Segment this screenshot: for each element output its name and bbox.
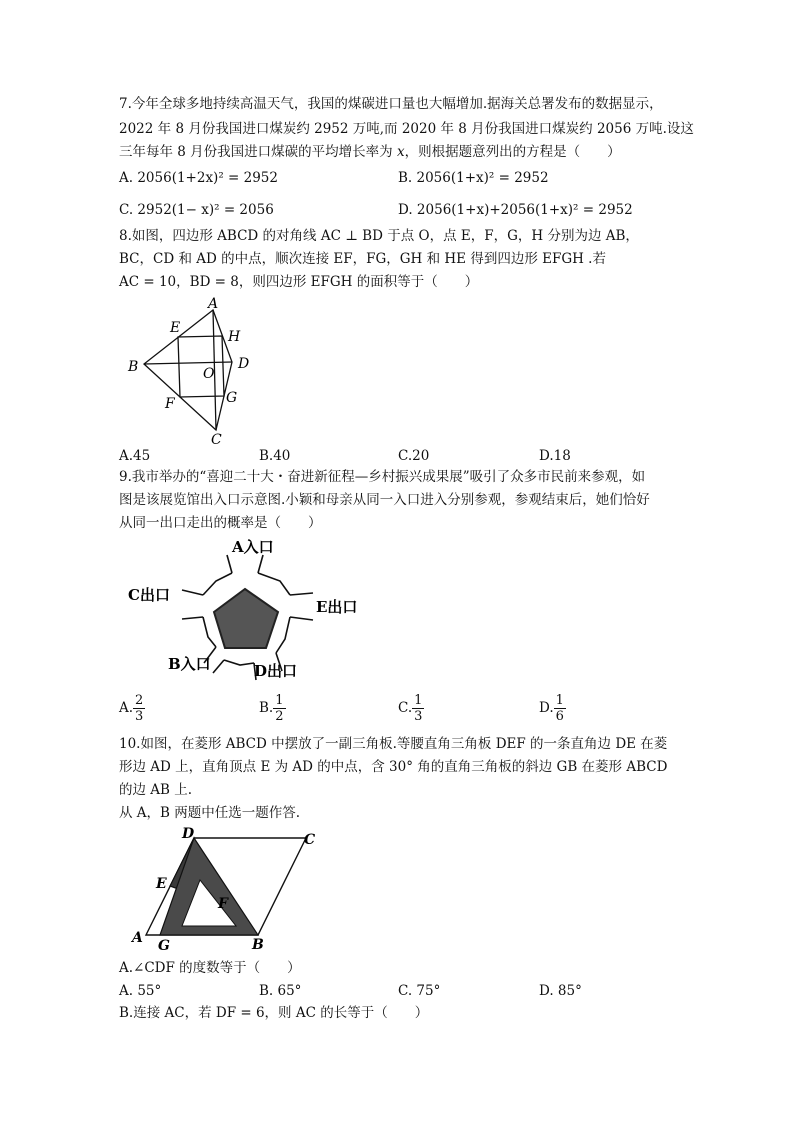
q9-label-d-exit: D出口 [254,662,298,680]
q10-option-d: D. 85° [539,983,582,999]
q8-quad-abcd [144,310,232,430]
q7-option-a: A. 2056(1+2x)² = 2952 [119,170,278,186]
q10-line-4: 从 A，B 两题中任选一题作答. [119,805,301,821]
q9-option-d [539,690,566,726]
q8-label-b: B [128,359,139,375]
q10-label-a: A [132,930,143,946]
q10-line-2: 形边 AD 上，直角顶点 E 为 AD 的中点，含 30° 角的直角三角板的斜边 GB 在菱形 ABCD [119,759,668,775]
q8-quadrilateral-figure [120,292,260,448]
q9-passage-b-right [213,660,224,673]
q9-option-d-denominator: 6 [555,709,564,724]
q9-passage-a-left [227,555,232,573]
q9-option-d-prefix: D. [539,700,554,716]
q9-label-a-entrance: A入口 [232,538,274,556]
q10-label-g: G [158,938,170,954]
q7-option-b: B. 2056(1+x)² = 2952 [398,170,549,186]
q8-label-g: G [226,390,238,406]
q8-label-c: C [211,432,222,448]
q8-line-3: AC = 10，BD = 8，则四边形 EFGH 的面积等于（ ） [119,274,479,290]
q9-option-a-numerator: 2 [135,693,144,708]
q9-option-c-prefix: C. [398,700,413,716]
q9-passage-a-right [258,555,263,573]
q10-option-b: B. 65° [259,983,302,999]
q8-label-d: D [238,356,250,372]
q8-line-1: 8.如图，四边形 ABCD 的对角线 AC ⊥ BD 于点 O，点 E，F，G，H 分别为边 AB， [119,228,639,244]
q9-option-c-denominator: 3 [414,709,423,724]
q9-passage-e-top [290,593,313,595]
q9-option-a-denominator: 3 [135,709,144,724]
q9-option-c-numerator: 1 [414,693,423,708]
q9-label-b-entrance: B入口 [168,655,211,673]
q10-label-b: B [252,937,264,953]
q7-line-1: 7.今年全球多地持续高温天气，我国的煤碳进口量也大幅增加.据海关总署发布的数据显示， [119,96,663,112]
q8-label-h: H [228,329,241,345]
q9-option-b [259,690,286,726]
q7-line-3b: ，则根据题意列出的方程是（ ） [404,144,621,160]
q8-quad-efgh [178,336,224,397]
q9-wall-cb [203,617,216,647]
q10-line-1: 10.如图，在菱形 ABCD 中摆放了一副三角板.等腰直角三角板 DEF 的一条直角边 DE 在菱 [119,736,668,752]
q8-diagonal-bd [144,362,232,364]
q10-label-f: F [218,896,228,912]
q8-option-b: B.40 [259,448,291,464]
q9-option-b-prefix: B. [259,700,274,716]
q9-passage-e-bottom [290,617,313,620]
q8-option-d: D.18 [539,448,571,464]
q7-variable-x: x [396,144,405,160]
q9-option-c [398,690,424,726]
q8-label-f: F [165,396,175,412]
q8-label-o: O [203,366,215,382]
q9-passage-c-top [182,590,203,595]
q9-wall-ed [276,617,290,653]
q7-line-2: 2022 年 8 月份我国进口煤炭约 2952 万吨,而 2020 年 8 月份我国进口煤炭约 2056 万吨.设这 [119,121,694,137]
q7-option-d: D. 2056(1+x)+2056(1+x)² = 2952 [398,202,633,218]
q9-option-a-prefix: A. [119,700,134,716]
q8-label-a: A [208,296,219,312]
q9-wall-bd [224,660,254,665]
q10-option-c: C. 75° [398,983,441,999]
q10-line-3: 的边 AB 上. [119,782,193,798]
q9-label-e-exit: E出口 [316,598,358,616]
q9-option-a [119,690,145,726]
q8-label-e: E [170,320,181,336]
q9-option-d-numerator: 1 [555,693,564,708]
q7-line-3a: 三年每年 8 月份我国进口煤碳的平均增长率为 [119,144,397,160]
q7-line-3 [119,140,621,164]
q8-option-c: C.20 [398,448,430,464]
q9-label-c-exit: C出口 [128,586,170,604]
q9-exhibition-hall-diagram [120,535,370,683]
q9-exhibit-core [214,589,278,648]
q9-line-3: 从同一出口走出的概率是（ ） [119,515,322,531]
q10-label-c: C [304,832,316,848]
q9-wall-ae [258,573,290,595]
q10-sub-a: A.∠CDF 的度数等于（ ） [119,960,301,976]
q9-line-2: 图是该展览馆出入口示意图.小颖和母亲从同一入口进入分别参观，参观结束后，她们恰好 [119,492,650,508]
q8-option-a: A.45 [119,448,151,464]
q10-rhombus-figure [120,822,330,954]
q9-option-b-denominator: 2 [275,709,284,724]
q8-line-2: BC，CD 和 AD 的中点，顺次连接 EF，FG，GH 和 HE 得到四边形 EFGH .若 [119,251,606,267]
q10-label-e: E [156,876,167,892]
q9-passage-c-bottom [182,617,203,619]
q9-wall-ac [203,573,232,595]
q9-line-1: 9.我市举办的“喜迎二十大・奋进新征程—乡村振兴成果展”吸引了众多市民前来参观，如 [119,469,646,485]
q10-label-d: D [182,826,195,842]
q10-option-a: A. 55° [119,983,162,999]
q10-sub-b: B.连接 AC，若 DF = 6，则 AC 的长等于（ ） [119,1005,429,1021]
q7-option-c: C. 2952(1− x)² = 2056 [119,202,274,218]
q9-option-b-numerator: 1 [275,693,284,708]
